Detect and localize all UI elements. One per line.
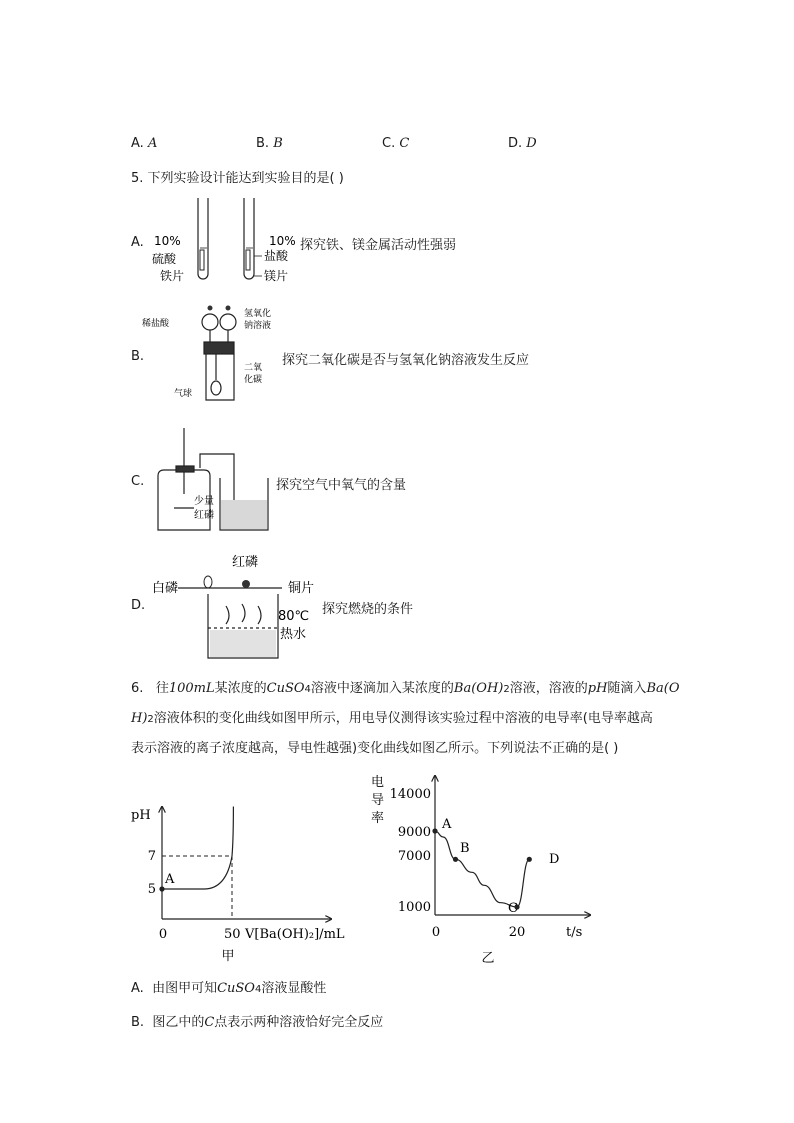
- q4-option-b[interactable]: [256, 136, 283, 151]
- y-tick-5: 5: [147, 882, 156, 897]
- point-d-label: D: [549, 852, 560, 867]
- option-letter: B.: [131, 1015, 145, 1030]
- q6-line1-run: 100mL: [168, 681, 215, 696]
- option-letter: A.: [131, 136, 144, 151]
- y-tick-9000: 9000: [397, 825, 431, 840]
- co2-apparatus-figure: [140, 300, 280, 410]
- option-value: A: [147, 136, 158, 151]
- label-red-p: 红磷: [232, 555, 259, 570]
- option-value: C: [399, 136, 410, 151]
- option-post: 点表示两种溶液恰好完全反应: [214, 1015, 384, 1030]
- q4-option-a[interactable]: [131, 136, 157, 151]
- q5-option-a-letter[interactable]: A.: [131, 235, 144, 250]
- option-sub: 4: [254, 984, 262, 995]
- caption-jia: 甲: [221, 949, 235, 964]
- label-hcl: 稀盐酸: [142, 319, 170, 329]
- x-tick-20: 20: [508, 925, 526, 940]
- label-co2-1: 二氧: [244, 363, 263, 373]
- x-label: V[Ba(OH)₂]/mL: [245, 927, 345, 942]
- option-letter: B.: [256, 136, 270, 151]
- q5-option-d-text: 探究燃烧的条件: [322, 602, 414, 617]
- q6-option-a[interactable]: [131, 977, 326, 996]
- point-b-label: B: [460, 841, 470, 856]
- q5-option-b-text: 探究二氧化碳是否与氢氧化钠溶液发生反应: [282, 353, 530, 368]
- metal-left: 铁片: [160, 269, 185, 283]
- chart-jia: [125, 795, 365, 965]
- label-copper: 铜片: [288, 581, 315, 596]
- x-label: t/s: [566, 925, 583, 940]
- y-tick-1000: 1000: [397, 900, 431, 915]
- option-pre: 图乙中的: [152, 1015, 205, 1030]
- conc-right: 10%: [269, 234, 296, 248]
- conductivity-curve: [435, 831, 529, 907]
- q5-option-a-text: 探究铁、镁金属活动性强弱: [300, 238, 457, 253]
- q4-option-c[interactable]: [382, 136, 409, 151]
- conc-left: 10%: [154, 234, 181, 248]
- q6-line1-run: Ba(OH): [453, 681, 504, 696]
- x-tick-50: 50: [224, 927, 241, 942]
- metal-right: 镁片: [264, 269, 289, 283]
- q6-stem-line-2: [131, 707, 653, 726]
- label-temp: 80℃: [278, 609, 310, 624]
- q6-line2-run: 2: [147, 714, 154, 725]
- q6-line1-run: 随滴入: [607, 681, 647, 696]
- option-chem: CuSO: [217, 981, 255, 996]
- label-red-p-1: 少量: [194, 496, 214, 507]
- point-c-label: C: [508, 901, 518, 916]
- q5-option-b-letter[interactable]: B.: [131, 349, 145, 364]
- y-tick-14000: 14000: [389, 787, 431, 802]
- label-white-p: 白磷: [152, 581, 179, 596]
- oxygen-content-figure: [150, 424, 276, 540]
- label-balloon: 气球: [174, 389, 193, 399]
- label-co2-2: 化碳: [244, 375, 263, 385]
- caption-yi: 乙: [481, 951, 495, 966]
- y-label: pH: [131, 808, 151, 823]
- point-b: [453, 857, 458, 862]
- point-a: [432, 828, 437, 833]
- y-label-1: 电: [371, 775, 385, 790]
- y-tick-7000: 7000: [397, 849, 431, 864]
- q4-option-d[interactable]: [508, 136, 537, 151]
- q6-line2-run: 溶液体积的变化曲线如图甲所示，用电导仪测得该实验过程中溶液的电导率(电导率越高: [153, 711, 653, 726]
- y-tick-7: 7: [147, 849, 156, 864]
- option-post: 溶液显酸性: [261, 981, 327, 996]
- label-naoh-1: 氢氧化: [244, 309, 272, 319]
- option-value: D: [526, 136, 537, 151]
- q6-line1-run: pH: [587, 681, 608, 696]
- option-letter: D.: [508, 136, 523, 151]
- option-value: B: [273, 136, 283, 151]
- y-label-3: 率: [371, 811, 385, 826]
- option-letter: A.: [131, 981, 144, 996]
- option-pre: 由图甲可知: [152, 981, 218, 996]
- q5-option-c-letter[interactable]: C.: [131, 474, 145, 489]
- label-water: 热水: [280, 627, 307, 642]
- point-d: [527, 857, 532, 862]
- combustion-figure: [150, 546, 322, 664]
- q6-line1-run: 4: [304, 684, 311, 695]
- q6-option-b[interactable]: [131, 1011, 383, 1030]
- x-tick-0: 0: [158, 927, 168, 942]
- q6-stem-line-1: [131, 677, 679, 696]
- option-letter: C.: [382, 136, 396, 151]
- label-naoh-2: 钠溶液: [244, 321, 272, 331]
- q6-line1-run: 往: [155, 681, 169, 696]
- q6-line1-run: Ba(O: [646, 681, 680, 696]
- y-label-2: 导: [371, 793, 385, 808]
- q6-line1-run: 2: [503, 684, 510, 695]
- chart-yi: [368, 768, 598, 968]
- q6-line1-run: 溶液，溶液的: [509, 681, 588, 696]
- q6-line2-run: H): [131, 711, 148, 726]
- q5-stem: 5. 下列实验设计能达到实验目的是( ): [131, 171, 344, 186]
- test-tubes-figure: [150, 196, 300, 288]
- q5-option-c-text: 探究空气中氧气的含量: [276, 478, 407, 493]
- q6-number: 6.: [131, 681, 144, 696]
- label-red-p-2: 红磷: [194, 510, 214, 521]
- q5-option-d-letter[interactable]: D.: [131, 598, 146, 613]
- x-tick-0: 0: [431, 925, 441, 940]
- q6-line1-run: CuSO: [266, 681, 305, 696]
- q6-line1-run: 某浓度的: [214, 681, 267, 696]
- point-a-label: A: [165, 872, 175, 887]
- option-chem: C: [204, 1015, 215, 1030]
- point-a: [159, 886, 164, 891]
- q6-line1-run: 溶液中逐滴加入某浓度的: [310, 681, 454, 696]
- acid-left: 硫酸: [152, 252, 177, 266]
- q6-stem-line-3: 表示溶液的离子浓度越高，导电性越强)变化曲线如图乙所示。下列说法不正确的是( ): [131, 741, 619, 756]
- acid-right: 盐酸: [264, 249, 289, 263]
- point-a-label: A: [442, 817, 452, 832]
